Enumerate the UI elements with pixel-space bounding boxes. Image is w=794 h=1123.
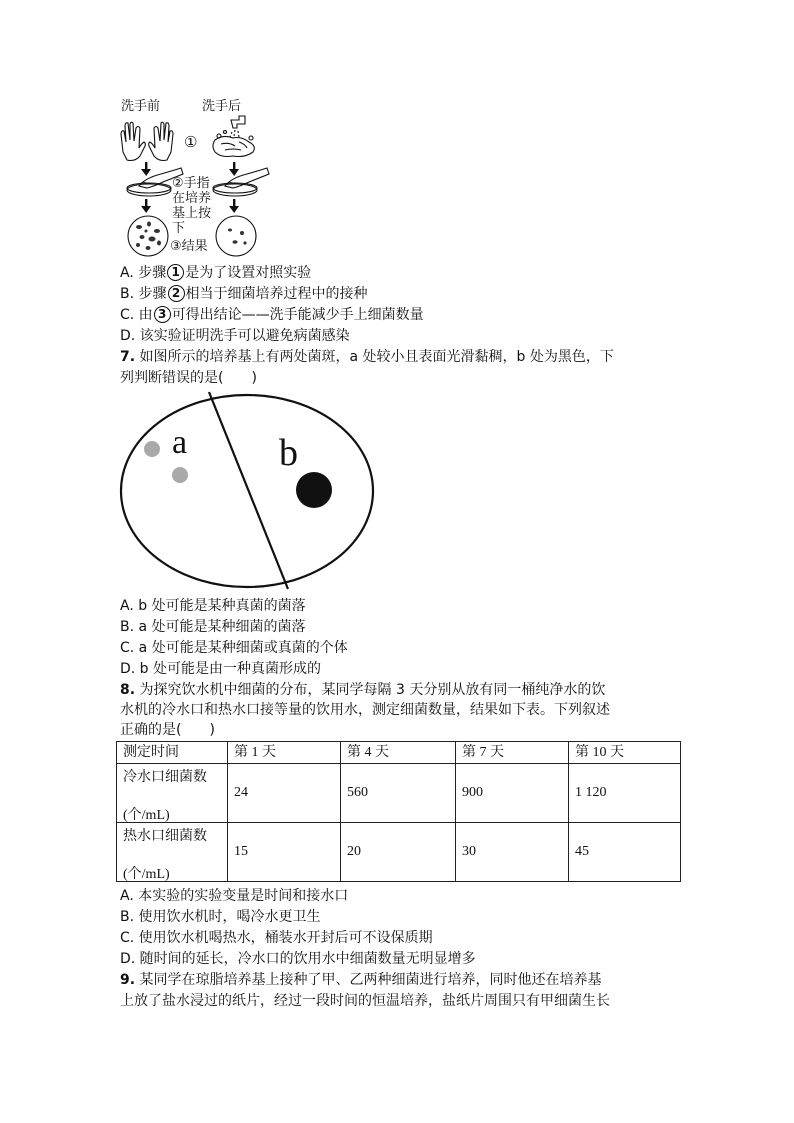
label-before-wash: 洗手前 (121, 99, 161, 114)
table-header-cell: 第 1 天 (228, 742, 341, 764)
q8-option-c[interactable]: C. 使用饮水机喝热水，桶装水开封后可不设保质期 (120, 930, 433, 946)
q7-option-a[interactable]: A. b 处可能是某种真菌的菌落 (120, 598, 306, 614)
step2-line-4: 下 (172, 221, 186, 236)
row-label-cell (117, 823, 228, 882)
table-header-row (117, 742, 681, 764)
dish-divider-line (209, 392, 288, 589)
step3-label: ③结果 (170, 239, 208, 254)
row-unit: (个/mL) (123, 808, 170, 823)
row-unit: (个/mL) (123, 867, 170, 882)
circled-number: 1 (167, 264, 184, 281)
q9-line-1: 9. 某同学在琼脂培养基上接种了甲、乙两种细菌进行培养，同时他还在培养基 (120, 972, 602, 988)
question-number: 8. (120, 682, 136, 698)
step2-line-3: 基上按 (172, 206, 212, 221)
finger-press-dish-icon (213, 168, 269, 196)
table-row (117, 764, 681, 823)
q7-option-d[interactable]: D. b 处可能是由一种真菌形成的 (120, 661, 322, 677)
table-cell: 30 (456, 823, 569, 882)
table-header-cell: 第 7 天 (456, 742, 569, 764)
table-cell: 15 (228, 823, 341, 882)
q8-option-d[interactable]: D. 随时间的延长，冷水口的饮用水中细菌数量无明显增多 (120, 951, 476, 967)
table-cell: 45 (569, 823, 681, 882)
culture-dish-outline (121, 395, 373, 587)
culture-dish-figure (115, 388, 380, 593)
bacteria-colonies-icon (136, 222, 247, 251)
table-header-cell: 测定时间 (117, 742, 228, 764)
table-header-cell: 第 10 天 (569, 742, 681, 764)
q8-option-a[interactable]: A. 本实验的实验变量是时间和接水口 (120, 888, 349, 904)
table-cell: 1 120 (569, 764, 681, 823)
q7-option-b[interactable]: B. a 处可能是某种细菌的菌落 (120, 619, 306, 635)
row-label-cell (117, 764, 228, 823)
question-number: 7. (120, 349, 136, 365)
q8-stem-line-1: 8. 为探究饮水机中细菌的分布，某同学每隔 3 天分别从放有同一桶纯净水的饮 (120, 682, 606, 698)
dirty-hands-icon (121, 122, 173, 160)
table-header-cell: 第 4 天 (341, 742, 456, 764)
finger-press-dish-icon (127, 168, 183, 196)
colony-a-2 (172, 467, 188, 483)
q9-line-2: 上放了盐水浸过的纸片，经过一段时间的恒温培养，盐纸片周围只有甲细菌生长 (120, 993, 610, 1009)
row-name: 热水口细菌数 (123, 829, 207, 844)
row-name: 冷水口细菌数 (123, 770, 207, 785)
q6-option-b[interactable]: B. 步骤 2 相当于细菌培养过程中的接种 (120, 286, 368, 302)
q8-stem-line-3: 正确的是( ) (120, 722, 215, 738)
result-dish-after-icon (216, 216, 256, 256)
q6-option-c[interactable]: C. 由 3 可得出结论——洗手能减少手上细菌数量 (120, 307, 424, 323)
question-number: 9. (120, 972, 136, 988)
bacteria-count-table (116, 741, 681, 882)
colony-b (296, 472, 332, 508)
label-a: a (172, 424, 188, 461)
down-arrow-icon (141, 162, 239, 213)
washing-hands-icon (213, 116, 254, 157)
table-cell: 900 (456, 764, 569, 823)
q8-option-b[interactable]: B. 使用饮水机时，喝冷水更卫生 (120, 909, 321, 925)
table-cell: 20 (341, 823, 456, 882)
table-row (117, 823, 681, 882)
q7-option-c[interactable]: C. a 处可能是某种细菌或真菌的个体 (120, 640, 348, 656)
q7-stem-line-1: 7. 如图所示的培养基上有两处菌斑，a 处较小且表面光滑黏稠，b 处为黑色，下 (120, 349, 614, 365)
step2-line-2: 在培养 (172, 191, 212, 206)
q6-option-a[interactable]: A. 步骤 1 是为了设置对照实验 (120, 265, 312, 281)
table-cell: 560 (341, 764, 456, 823)
label-b: b (279, 432, 298, 474)
q6-option-d[interactable]: D. 该实验证明洗手可以避免病菌感染 (120, 328, 350, 344)
handwash-drawing (115, 112, 275, 262)
step1-mark: ① (184, 133, 198, 151)
q8-stem-line-2: 水机的冷水口和热水口接等量的饮用水，测定细菌数量，结果如下表。下列叙述 (120, 702, 610, 718)
label-after-wash: 洗手后 (202, 99, 242, 114)
step2-line-1: ②手指 (172, 176, 210, 191)
circled-number: 3 (154, 306, 171, 323)
circled-number: 2 (168, 285, 185, 302)
colony-a-1 (144, 441, 160, 457)
q7-stem-line-2: 列判断错误的是( ) (120, 370, 257, 386)
table-cell: 24 (228, 764, 341, 823)
